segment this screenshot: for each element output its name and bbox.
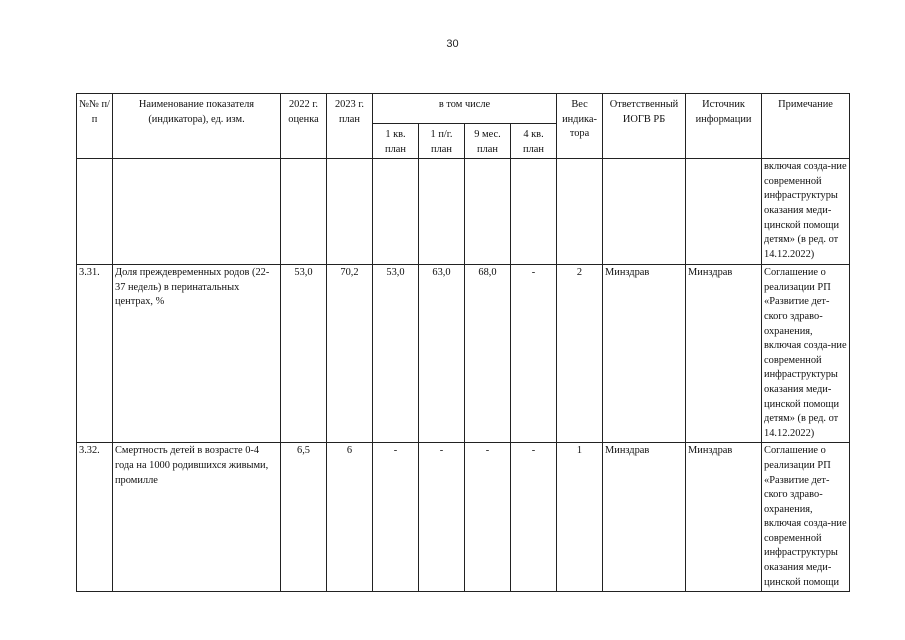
continuation-row (77, 159, 850, 265)
header-num: №№ п/п (77, 94, 113, 159)
row-q4: - (511, 443, 557, 592)
header-q1: 1 кв. план (373, 124, 419, 159)
row-source: Минздрав (686, 443, 762, 592)
header-row-1 (77, 94, 850, 124)
row-q1: - (373, 443, 419, 592)
row-responsible: Минздрав (603, 443, 686, 592)
row-name: Смертность детей в возрасте 0-4 года на 1000 родившихся живыми, промилле (113, 443, 281, 592)
row-name: Доля преждевременных родов (22-37 недель) в перинатальных центрах, % (113, 265, 281, 443)
row-num: 3.31. (77, 265, 113, 443)
row-source: Минздрав (686, 265, 762, 443)
header-weight: Вес индика-тора (557, 94, 603, 159)
header-9m: 9 мес. план (465, 124, 511, 159)
row-responsible: Минздрав (603, 265, 686, 443)
row-note: Соглашение о реализации РП «Развитие дет-ского здраво-охранения, включая созда-ние современной инфраструктуры оказания меди-цинской помощи (762, 443, 850, 592)
row-2022: 6,5 (281, 443, 327, 592)
header-including: в том числе (373, 94, 557, 124)
header-name: Наименование показателя (индикатора), ед. изм. (113, 94, 281, 159)
row-9m: 68,0 (465, 265, 511, 443)
row-weight: 2 (557, 265, 603, 443)
header-responsible: Ответственный ИОГВ РБ (603, 94, 686, 159)
row-q4: - (511, 265, 557, 443)
header-source: Источник информации (686, 94, 762, 159)
header-q4: 4 кв. план (511, 124, 557, 159)
header-2023: 2023 г. план (327, 94, 373, 159)
row-note: Соглашение о реализации РП «Развитие дет-ского здраво-охранения, включая созда-ние современной инфраструктуры оказания меди-цинской помощи детям» (в ред. от 14.12.2022) (762, 265, 850, 443)
row-h1: - (419, 443, 465, 592)
row-2023: 70,2 (327, 265, 373, 443)
row-num: 3.32. (77, 443, 113, 592)
header-2022: 2022 г. оценка (281, 94, 327, 159)
header-h1: 1 п/г. план (419, 124, 465, 159)
row-2022: 53,0 (281, 265, 327, 443)
row-h1: 63,0 (419, 265, 465, 443)
row-weight: 1 (557, 443, 603, 592)
header-note: Примечание (762, 94, 850, 159)
indicators-table (76, 93, 850, 592)
continuation-note: включая созда-ние современной инфраструктуры оказания меди-цинской помощи детям» (в ред. от 14.12.2022) (762, 159, 850, 265)
page-number: 30 (446, 38, 459, 50)
table-row (77, 443, 850, 592)
row-2023: 6 (327, 443, 373, 592)
row-q1: 53,0 (373, 265, 419, 443)
row-9m: - (465, 443, 511, 592)
table-row (77, 265, 850, 443)
